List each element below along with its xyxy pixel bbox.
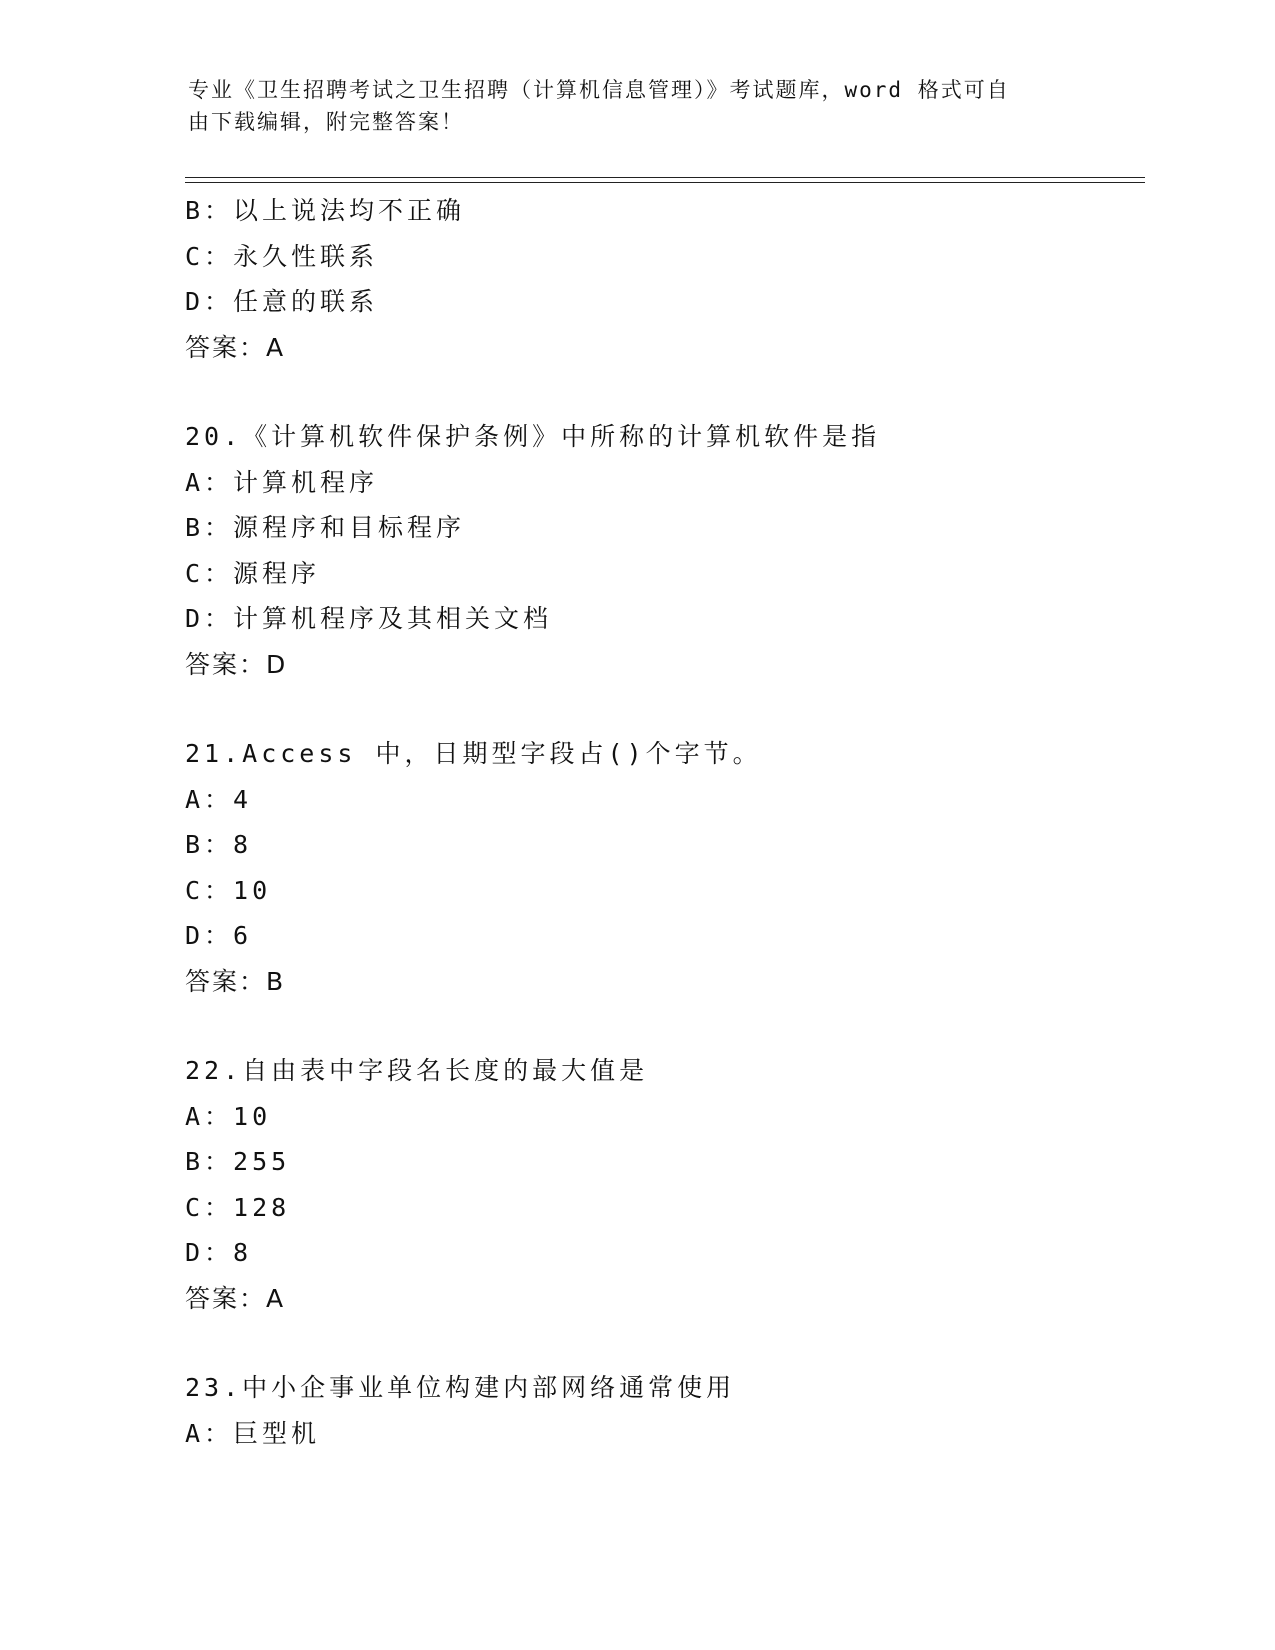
option-d: D：任意的联系 [185, 287, 379, 316]
question-block-20 [185, 414, 1135, 687]
header-line-1: 专业《卫生招聘考试之卫生招聘（计算机信息管理）》考试题库，word 格式可自 [188, 78, 1010, 102]
document-header [188, 74, 1068, 138]
option-a: A：计算机程序 [185, 467, 379, 497]
spacer [185, 1321, 1135, 1365]
question-stem: 23.中小企事业单位构建内部网络通常使用 [185, 1373, 736, 1402]
question-block-23 [185, 1365, 1135, 1456]
option-c: C：源程序 [185, 558, 321, 588]
option-b: B：255 [185, 1147, 291, 1176]
option-b: B：8 [185, 830, 253, 859]
option-a: A：10 [185, 1101, 272, 1131]
question-list [185, 188, 1135, 1456]
header-divider-bottom [185, 182, 1145, 183]
option-c: C：10 [185, 875, 272, 905]
answer-line: 答案：D [185, 649, 288, 679]
option-b: B：以上说法均不正确 [185, 196, 466, 225]
question-block-22 [185, 1048, 1135, 1321]
option-b: B：源程序和目标程序 [185, 513, 466, 542]
question-stem: 22.自由表中字段名长度的最大值是 [185, 1056, 649, 1085]
option-d: D：计算机程序及其相关文档 [185, 604, 553, 633]
option-c: C：永久性联系 [185, 241, 379, 271]
spacer [185, 687, 1135, 731]
option-a: A：4 [185, 784, 253, 814]
question-block-prev [185, 188, 1135, 370]
spacer [185, 1004, 1135, 1048]
option-d: D：8 [185, 1238, 253, 1267]
option-d: D：6 [185, 921, 253, 950]
question-stem: 21.Access 中，日期型字段占()个字节。 [185, 739, 762, 768]
answer-line: 答案：A [185, 332, 286, 362]
question-block-21 [185, 731, 1135, 1004]
answer-line: 答案：B [185, 966, 286, 996]
option-c: C：128 [185, 1192, 291, 1222]
question-stem: 20.《计算机软件保护条例》中所称的计算机软件是指 [185, 422, 881, 451]
spacer [185, 370, 1135, 414]
answer-line: 答案：A [185, 1283, 286, 1313]
option-a: A：巨型机 [185, 1418, 321, 1448]
header-line-2: 由下载编辑，附完整答案！ [188, 110, 464, 134]
header-divider-top [185, 177, 1145, 178]
